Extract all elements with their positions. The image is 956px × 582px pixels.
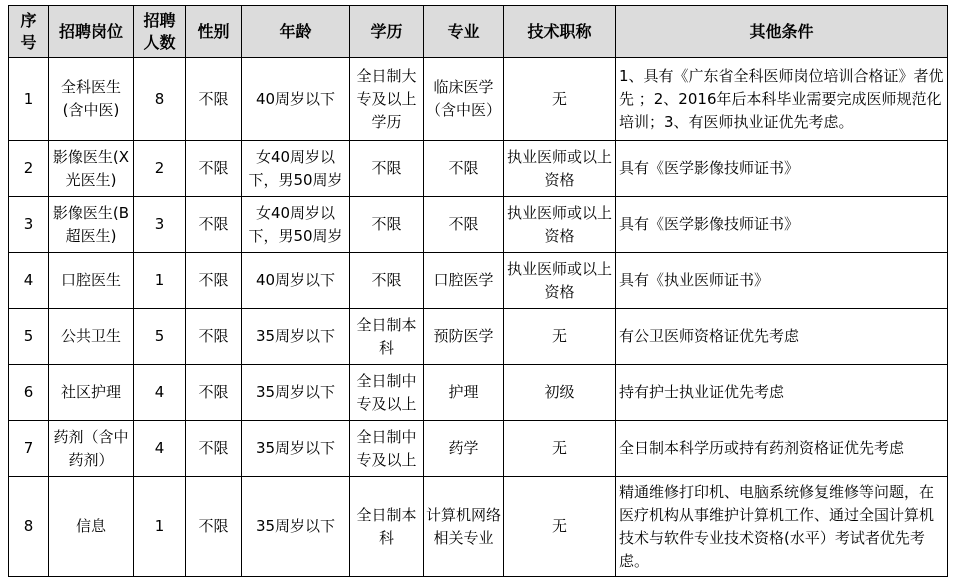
cell-major: 药学 xyxy=(424,421,504,477)
header-major: 专业 xyxy=(424,6,504,58)
table-row xyxy=(9,309,948,365)
cell-position: 口腔医生 xyxy=(49,253,134,309)
cell-position: 公共卫生 xyxy=(49,309,134,365)
header-title: 技术职称 xyxy=(504,6,616,58)
header-row xyxy=(9,6,948,58)
cell-education: 全日制本科 xyxy=(350,477,424,577)
cell-gender: 不限 xyxy=(186,197,242,253)
cell-education: 全日制本科 xyxy=(350,309,424,365)
cell-position: 全科医生(含中医) xyxy=(49,58,134,141)
cell-gender: 不限 xyxy=(186,253,242,309)
cell-other: 具有《医学影像技师证书》 xyxy=(616,141,948,197)
table-row xyxy=(9,253,948,309)
cell-no: 3 xyxy=(9,197,49,253)
header-gender: 性别 xyxy=(186,6,242,58)
table-row xyxy=(9,421,948,477)
cell-count: 1 xyxy=(134,477,186,577)
cell-education: 不限 xyxy=(350,253,424,309)
cell-age: 女40周岁以下，男50周岁 xyxy=(248,203,343,245)
table-row xyxy=(9,197,948,253)
cell-count: 5 xyxy=(134,309,186,365)
cell-other: 具有《执业医师证书》 xyxy=(616,253,948,309)
cell-count: 2 xyxy=(134,141,186,197)
cell-major: 不限 xyxy=(424,141,504,197)
cell-gender: 不限 xyxy=(186,477,242,577)
cell-no: 1 xyxy=(9,58,49,141)
cell-no: 8 xyxy=(9,477,49,577)
cell-major: 口腔医学 xyxy=(424,253,504,309)
cell-major: 护理 xyxy=(424,365,504,421)
cell-gender: 不限 xyxy=(186,141,242,197)
cell-gender: 不限 xyxy=(186,58,242,141)
cell-position: 影像医生(X光医生) xyxy=(49,141,134,197)
cell-education: 全日制中专及以上 xyxy=(356,427,417,469)
cell-education: 全日制大专及以上学历 xyxy=(350,58,424,141)
cell-education-wrap xyxy=(350,421,424,477)
cell-education: 不限 xyxy=(350,197,424,253)
header-no: 序号 xyxy=(9,6,49,58)
cell-education: 不限 xyxy=(350,141,424,197)
cell-title: 无 xyxy=(504,309,616,365)
cell-age: 35周岁以下 xyxy=(242,309,350,365)
cell-age: 女40周岁以下，男50周岁 xyxy=(248,147,343,189)
cell-gender: 不限 xyxy=(186,365,242,421)
header-other: 其他条件 xyxy=(616,6,948,58)
cell-count: 3 xyxy=(134,197,186,253)
cell-other: 有公卫医师资格证优先考虑 xyxy=(616,309,948,365)
cell-title: 无 xyxy=(504,58,616,141)
cell-no: 4 xyxy=(9,253,49,309)
cell-no: 5 xyxy=(9,309,49,365)
cell-age: 35周岁以下 xyxy=(242,365,350,421)
cell-major: 不限 xyxy=(424,197,504,253)
cell-gender: 不限 xyxy=(186,309,242,365)
cell-age-wrap xyxy=(242,141,350,197)
cell-position: 社区护理 xyxy=(49,365,134,421)
cell-other: 具有《医学影像技师证书》 xyxy=(616,197,948,253)
cell-no: 2 xyxy=(9,141,49,197)
table-row xyxy=(9,58,948,141)
cell-other: 精通维修打印机、电脑系统修复维修等问题，在医疗机构从事维护计算机工作、通过全国计算机技术与软件专业技术资格(水平）考试者优先考虑。 xyxy=(616,477,948,577)
cell-age: 40周岁以下 xyxy=(242,58,350,141)
cell-count: 1 xyxy=(134,253,186,309)
header-education: 学历 xyxy=(350,6,424,58)
cell-education: 全日制中专及以上 xyxy=(356,371,417,413)
cell-age: 35周岁以下 xyxy=(242,477,350,577)
cell-no: 7 xyxy=(9,421,49,477)
cell-position: 药剂（含中药剂） xyxy=(49,421,134,477)
cell-other: 持有护士执业证优先考虑 xyxy=(616,365,948,421)
cell-position: 信息 xyxy=(49,477,134,577)
cell-major: 预防医学 xyxy=(424,309,504,365)
cell-title: 执业医师或以上资格 xyxy=(504,253,616,309)
cell-title: 无 xyxy=(504,477,616,577)
cell-no: 6 xyxy=(9,365,49,421)
cell-other: 1、具有《广东省全科医师岗位培训合格证》者优先 ；2、2016年后本科毕业需要完成医师规范化培训；3、有医师执业证优先考虑。 xyxy=(616,58,948,141)
header-count: 招聘人数 xyxy=(134,6,186,58)
header-position: 招聘岗位 xyxy=(49,6,134,58)
table-row xyxy=(9,365,948,421)
cell-title: 执业医师或以上资格 xyxy=(504,197,616,253)
cell-count: 4 xyxy=(134,365,186,421)
cell-other: 全日制本科学历或持有药剂资格证优先考虑 xyxy=(616,421,948,477)
cell-age-wrap xyxy=(242,197,350,253)
cell-count: 8 xyxy=(134,58,186,141)
cell-age: 35周岁以下 xyxy=(242,421,350,477)
cell-age: 40周岁以下 xyxy=(242,253,350,309)
cell-major: 计算机网络相关专业 xyxy=(424,477,504,577)
cell-major: 临床医学（含中医） xyxy=(424,58,504,141)
cell-position: 影像医生(B超医生) xyxy=(49,197,134,253)
cell-title: 初级 xyxy=(504,365,616,421)
table-row xyxy=(9,141,948,197)
cell-title: 执业医师或以上资格 xyxy=(504,141,616,197)
recruitment-table xyxy=(8,5,948,577)
cell-title: 无 xyxy=(504,421,616,477)
header-age: 年龄 xyxy=(242,6,350,58)
table-row xyxy=(9,477,948,577)
cell-count: 4 xyxy=(134,421,186,477)
cell-education-wrap xyxy=(350,365,424,421)
cell-gender: 不限 xyxy=(186,421,242,477)
